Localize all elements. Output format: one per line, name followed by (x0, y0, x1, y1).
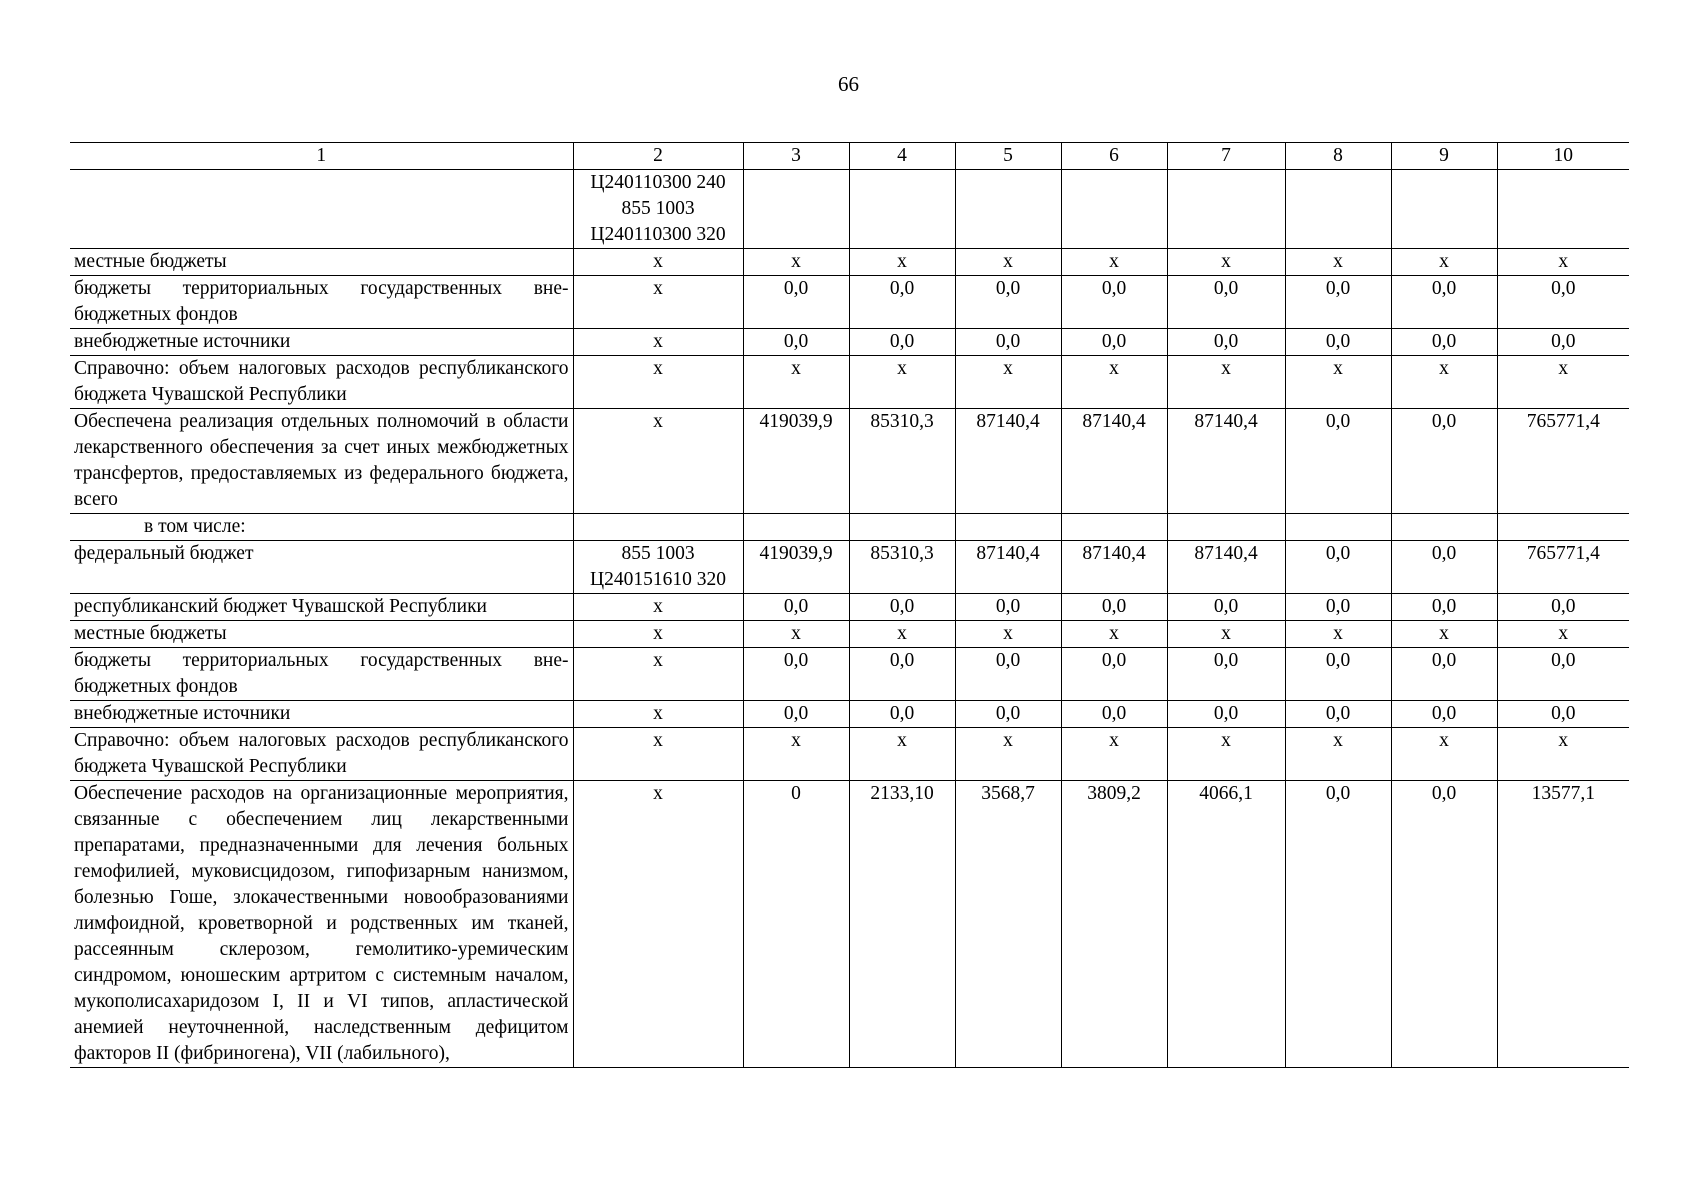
table-row (70, 409, 1629, 514)
page-number: 66 (838, 72, 859, 96)
value-cell: х (1391, 621, 1497, 648)
row-label: бюджеты территориальных государственных внебюджетных фондов (70, 276, 573, 329)
value-cell: 0,0 (1497, 648, 1629, 701)
row-label: внебюджетные источники (70, 701, 573, 728)
header-cell: 2 (573, 143, 743, 170)
value-cell: 0,0 (743, 648, 849, 701)
value-cell: 765771,4 (1497, 409, 1629, 514)
budget-table (70, 142, 1629, 1068)
table-body (70, 143, 1629, 1068)
header-cell: 4 (849, 143, 955, 170)
value-cell: 13577,1 (1497, 781, 1629, 1068)
value-cell: 85310,3 (849, 541, 955, 594)
value-cell: 0,0 (743, 594, 849, 621)
value-cell: х (743, 621, 849, 648)
value-cell: 87140,4 (955, 541, 1061, 594)
table-row (70, 594, 1629, 621)
row-label: Обеспечена реализация отдельных полномочий в области лекарственного обеспечения за счет иных межбюджетных трансфертов, предоставляемых из федерального бюджета, всего (70, 409, 573, 514)
budget-code-cell: х (573, 648, 743, 701)
value-cell: 0,0 (955, 594, 1061, 621)
value-cell: 4066,1 (1167, 781, 1285, 1068)
value-cell: х (1497, 356, 1629, 409)
row-label: бюджеты территориальных государственных внебюджетных фондов (70, 648, 573, 701)
value-cell: 0,0 (849, 701, 955, 728)
value-cell: х (849, 621, 955, 648)
value-cell (1167, 514, 1285, 541)
value-cell: 0,0 (1497, 276, 1629, 329)
value-cell: 0,0 (1497, 594, 1629, 621)
value-cell: 87140,4 (955, 409, 1061, 514)
value-cell: х (1391, 356, 1497, 409)
value-cell: 87140,4 (1061, 541, 1167, 594)
value-cell: 0,0 (1167, 648, 1285, 701)
value-cell: 0,0 (849, 648, 955, 701)
value-cell (1497, 170, 1629, 249)
value-cell: 0,0 (849, 276, 955, 329)
budget-code-cell: Ц240110300 240 855 1003 Ц240110300 320 (573, 170, 743, 249)
header-cell: 10 (1497, 143, 1629, 170)
value-cell: 0,0 (743, 701, 849, 728)
value-cell: 0,0 (955, 701, 1061, 728)
budget-code-cell: х (573, 329, 743, 356)
value-cell (1285, 514, 1391, 541)
value-cell: 0,0 (1391, 541, 1497, 594)
value-cell: х (955, 249, 1061, 276)
table-row (70, 356, 1629, 409)
table-row (70, 329, 1629, 356)
table-header-row (70, 143, 1629, 170)
header-cell: 6 (1061, 143, 1167, 170)
value-cell: 3809,2 (1061, 781, 1167, 1068)
value-cell: х (1391, 728, 1497, 781)
value-cell: х (955, 728, 1061, 781)
value-cell: 0,0 (1167, 594, 1285, 621)
value-cell: 85310,3 (849, 409, 955, 514)
value-cell: 0,0 (743, 329, 849, 356)
value-cell: 0,0 (1061, 329, 1167, 356)
value-cell: х (1497, 728, 1629, 781)
value-cell: х (1497, 621, 1629, 648)
value-cell (955, 170, 1061, 249)
value-cell: х (1167, 728, 1285, 781)
value-cell: х (743, 356, 849, 409)
budget-code-cell: х (573, 276, 743, 329)
value-cell: х (1061, 356, 1167, 409)
value-cell: х (1285, 728, 1391, 781)
value-cell: 0,0 (1497, 329, 1629, 356)
value-cell: х (1167, 621, 1285, 648)
budget-code-cell: х (573, 356, 743, 409)
header-cell: 1 (70, 143, 573, 170)
value-cell (743, 170, 849, 249)
table-row (70, 728, 1629, 781)
value-cell: 0,0 (1285, 541, 1391, 594)
value-cell: 0,0 (1285, 648, 1391, 701)
value-cell (1497, 514, 1629, 541)
row-label: Обеспечение расходов на организационные мероприятия, связанные с обеспечением лиц лекарственными препаратами, предназначенными для лечения больных гемофилией, муковисцидозом, гипофизарным нанизмом, болезнью Гоше, злокачественными новообразованиями лимфоидной, кроветворной и родственных им тканей, рассеянным склерозом, гемолитико-уремическим синдромом, юношеским артритом с системным началом, мукополисахаридозом I, II и VI типов, апластической анемией неуточненной, наследственным дефицитом факторов II (фибриногена), VII (лабильного), (70, 781, 573, 1068)
value-cell: 0,0 (1391, 781, 1497, 1068)
value-cell (955, 514, 1061, 541)
value-cell: 765771,4 (1497, 541, 1629, 594)
value-cell: 0,0 (1167, 329, 1285, 356)
value-cell: 0,0 (1285, 409, 1391, 514)
value-cell: х (1391, 249, 1497, 276)
value-cell: 0,0 (1391, 701, 1497, 728)
value-cell: 0,0 (1061, 701, 1167, 728)
value-cell: 0 (743, 781, 849, 1068)
value-cell: 87140,4 (1061, 409, 1167, 514)
value-cell: 0,0 (1285, 276, 1391, 329)
value-cell: 0,0 (1285, 781, 1391, 1068)
header-cell: 5 (955, 143, 1061, 170)
value-cell: 0,0 (1285, 329, 1391, 356)
value-cell: 0,0 (1061, 648, 1167, 701)
header-cell: 8 (1285, 143, 1391, 170)
value-cell: х (1285, 249, 1391, 276)
value-cell (743, 514, 849, 541)
value-cell: х (1061, 728, 1167, 781)
table-row (70, 648, 1629, 701)
value-cell (1391, 170, 1497, 249)
row-label: местные бюджеты (70, 621, 573, 648)
value-cell (1061, 514, 1167, 541)
value-cell: х (743, 728, 849, 781)
value-cell: 0,0 (1061, 276, 1167, 329)
table-row (70, 621, 1629, 648)
value-cell: х (1061, 621, 1167, 648)
budget-code-cell (573, 514, 743, 541)
row-label: Справочно: объем налоговых расходов республиканского бюджета Чувашской Республики (70, 728, 573, 781)
value-cell: 0,0 (955, 329, 1061, 356)
value-cell: 0,0 (1391, 594, 1497, 621)
value-cell: х (849, 728, 955, 781)
table-row (70, 541, 1629, 594)
value-cell: 0,0 (1391, 276, 1497, 329)
budget-code-cell: х (573, 409, 743, 514)
value-cell: 419039,9 (743, 541, 849, 594)
value-cell (1391, 514, 1497, 541)
value-cell (1285, 170, 1391, 249)
value-cell: х (1497, 249, 1629, 276)
value-cell: х (743, 249, 849, 276)
table-row (70, 514, 1629, 541)
value-cell (849, 514, 955, 541)
row-label: республиканский бюджет Чувашской Республики (70, 594, 573, 621)
value-cell: х (955, 356, 1061, 409)
value-cell: х (849, 249, 955, 276)
budget-code-cell: х (573, 621, 743, 648)
value-cell: 2133,10 (849, 781, 955, 1068)
value-cell: 419039,9 (743, 409, 849, 514)
budget-code-cell: 855 1003 Ц240151610 320 (573, 541, 743, 594)
value-cell: 0,0 (1497, 701, 1629, 728)
value-cell: х (1061, 249, 1167, 276)
value-cell: 0,0 (1167, 701, 1285, 728)
value-cell: 0,0 (1285, 594, 1391, 621)
value-cell: 0,0 (849, 329, 955, 356)
table-row (70, 170, 1629, 249)
header-cell: 9 (1391, 143, 1497, 170)
value-cell: 3568,7 (955, 781, 1061, 1068)
table-row (70, 701, 1629, 728)
row-label: федеральный бюджет (70, 541, 573, 594)
value-cell: х (849, 356, 955, 409)
row-label: внебюджетные источники (70, 329, 573, 356)
value-cell: 0,0 (955, 276, 1061, 329)
budget-code-cell: х (573, 781, 743, 1068)
row-label: в том числе: (70, 514, 573, 541)
value-cell: х (955, 621, 1061, 648)
value-cell: 0,0 (1391, 329, 1497, 356)
value-cell: х (1285, 621, 1391, 648)
value-cell: х (1167, 249, 1285, 276)
value-cell: 0,0 (1167, 276, 1285, 329)
value-cell: 0,0 (1061, 594, 1167, 621)
budget-code-cell: х (573, 594, 743, 621)
value-cell: 0,0 (1391, 648, 1497, 701)
table-row (70, 276, 1629, 329)
budget-code-cell: х (573, 728, 743, 781)
value-cell: 0,0 (743, 276, 849, 329)
value-cell: х (1167, 356, 1285, 409)
value-cell: 0,0 (849, 594, 955, 621)
table-row (70, 249, 1629, 276)
value-cell (1167, 170, 1285, 249)
budget-code-cell: х (573, 249, 743, 276)
row-label: Справочно: объем налоговых расходов республиканского бюджета Чувашской Республики (70, 356, 573, 409)
value-cell (849, 170, 955, 249)
row-label: местные бюджеты (70, 249, 573, 276)
value-cell: 0,0 (1391, 409, 1497, 514)
value-cell (1061, 170, 1167, 249)
value-cell: 0,0 (1285, 701, 1391, 728)
table-row (70, 781, 1629, 1068)
header-cell: 7 (1167, 143, 1285, 170)
header-cell: 3 (743, 143, 849, 170)
value-cell: х (1285, 356, 1391, 409)
value-cell: 87140,4 (1167, 409, 1285, 514)
row-label (70, 170, 573, 249)
value-cell: 87140,4 (1167, 541, 1285, 594)
budget-code-cell: х (573, 701, 743, 728)
value-cell: 0,0 (955, 648, 1061, 701)
